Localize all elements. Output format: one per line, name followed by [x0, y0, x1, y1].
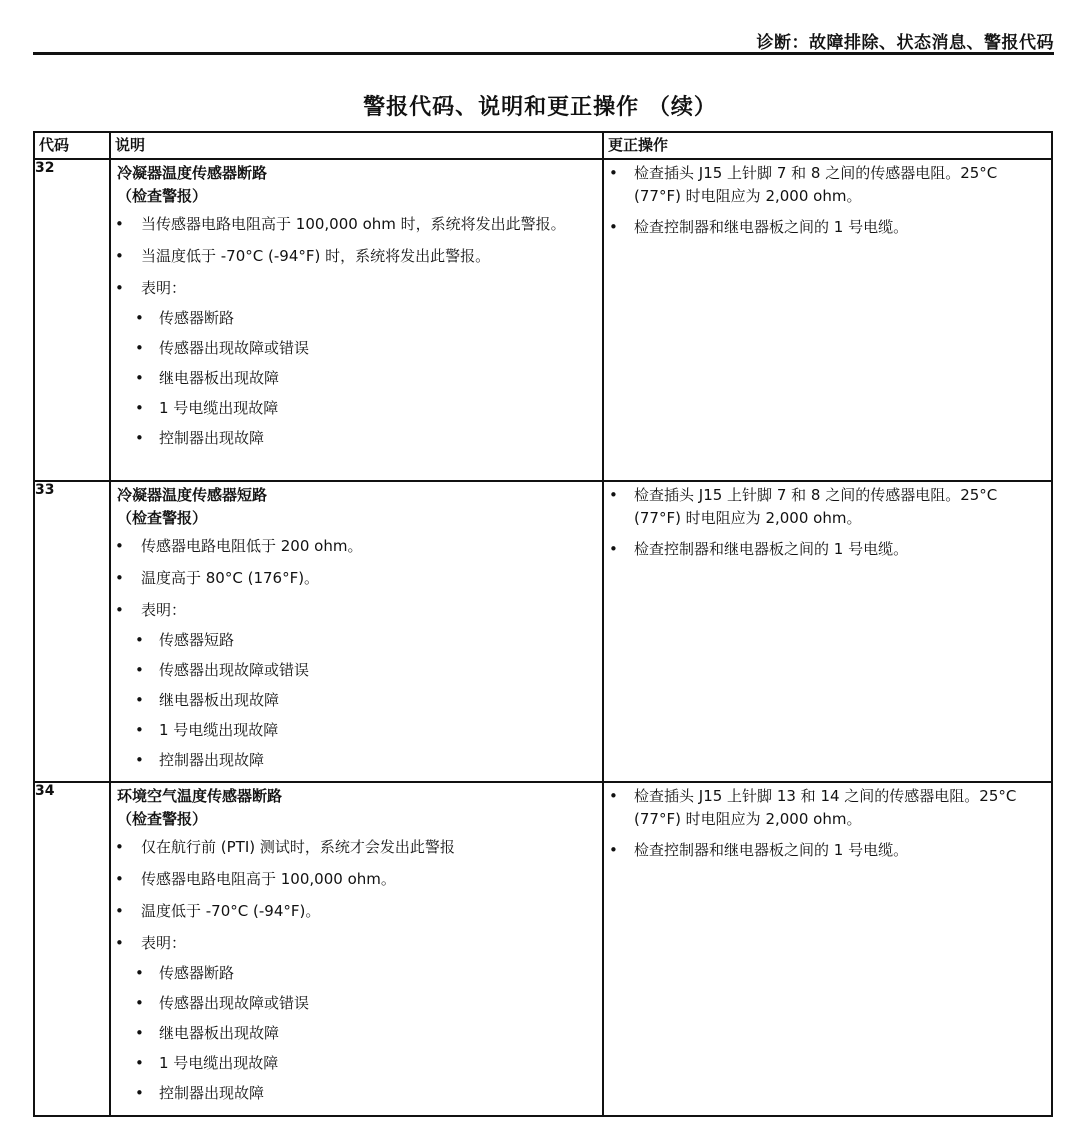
- action-item: • 检查插头 J15 上针脚 7 和 8 之间的传感器电阻。25°C (77°F) 时电阻应为 2,000 ohm。: [609, 164, 998, 205]
- bullet-icon: •: [135, 309, 144, 327]
- alarm-code: 32: [34, 159, 110, 481]
- bullet-icon: •: [115, 537, 124, 555]
- page-header-title: 诊断：故障排除、状态消息、警报代码: [756, 33, 1054, 53]
- list-item: • 当温度低于 -70°C (-94°F) 时，系统将发出此警报。: [111, 245, 602, 268]
- bullet-icon: •: [609, 841, 618, 859]
- sub-list-item: • 1 号电缆出现故障: [111, 397, 602, 420]
- column-header-description: 说明: [110, 132, 603, 159]
- bullet-icon: •: [115, 279, 124, 297]
- bullet-icon: •: [609, 787, 618, 805]
- action-item: • 检查控制器和继电器板之间的 1 号电缆。: [604, 839, 1051, 862]
- action-item: • 检查控制器和继电器板之间的 1 号电缆。: [604, 216, 1051, 239]
- bullet-icon: •: [115, 870, 124, 888]
- alarm-title: 环境空气温度传感器断路: [117, 787, 283, 805]
- alarm-code-table: [33, 131, 1053, 1117]
- list-item: • 传感器电路电阻低于 200 ohm。: [111, 535, 602, 558]
- list-item: • 表明：: [111, 932, 602, 955]
- table-row: [34, 159, 1052, 481]
- action-item: • 检查控制器和继电器板之间的 1 号电缆。: [604, 538, 1051, 561]
- table-row: [34, 782, 1052, 1116]
- header-rule: [33, 52, 1054, 55]
- bullet-icon: •: [135, 1084, 144, 1102]
- bullet-icon: •: [135, 399, 144, 417]
- bullet-icon: •: [135, 691, 144, 709]
- bullet-icon: •: [609, 540, 618, 558]
- sub-list-item: • 继电器板出现故障: [111, 1022, 602, 1045]
- list-item: • 当传感器电路电阻高于 100,000 ohm 时，系统将发出此警报。: [111, 213, 602, 236]
- sub-list-item: • 传感器出现故障或错误: [111, 337, 602, 360]
- alarm-subtitle: （检查警报）: [117, 810, 208, 828]
- bullet-icon: •: [115, 247, 124, 265]
- list-item: • 表明：: [111, 599, 602, 622]
- sub-list-item: • 传感器断路: [111, 962, 602, 985]
- bullet-icon: •: [609, 218, 618, 236]
- bullet-icon: •: [135, 339, 144, 357]
- list-item: • 传感器电路电阻高于 100,000 ohm。: [111, 868, 602, 891]
- action-cell: [603, 481, 1052, 782]
- bullet-icon: •: [115, 934, 124, 952]
- column-header-code: 代码: [34, 132, 110, 159]
- sub-list-item: • 控制器出现故障: [111, 749, 602, 772]
- alarm-title: 冷凝器温度传感器短路: [117, 486, 268, 504]
- bullet-icon: •: [609, 486, 618, 504]
- alarm-title: 冷凝器温度传感器断路: [117, 164, 268, 182]
- alarm-subtitle: （检查警报）: [117, 187, 208, 205]
- table-row: [34, 481, 1052, 782]
- table-header-row: [34, 132, 1052, 159]
- bullet-icon: •: [115, 902, 124, 920]
- bullet-icon: •: [135, 751, 144, 769]
- list-item: • 温度低于 -70°C (-94°F)。: [111, 900, 602, 923]
- bullet-icon: •: [135, 661, 144, 679]
- bullet-icon: •: [115, 601, 124, 619]
- list-item: • 仅在航行前 (PTI) 测试时，系统才会发出此警报: [111, 836, 602, 859]
- sub-list-item: • 传感器出现故障或错误: [111, 659, 602, 682]
- bullet-icon: •: [609, 164, 618, 182]
- alarm-code: 34: [34, 782, 110, 1116]
- sub-list-item: • 控制器出现故障: [111, 427, 602, 450]
- sub-list-item: • 继电器板出现故障: [111, 689, 602, 712]
- alarm-code: 33: [34, 481, 110, 782]
- list-item: • 表明：: [111, 277, 602, 300]
- sub-list-item: • 传感器短路: [111, 629, 602, 652]
- bullet-icon: •: [135, 1054, 144, 1072]
- sub-list-item: • 1 号电缆出现故障: [111, 1052, 602, 1075]
- sub-list-item: • 控制器出现故障: [111, 1082, 602, 1105]
- column-header-action: 更正操作: [603, 132, 1052, 159]
- bullet-icon: •: [135, 429, 144, 447]
- action-item: • 检查插头 J15 上针脚 13 和 14 之间的传感器电阻。25°C (77°F) 时电阻应为 2,000 ohm。: [609, 787, 1017, 828]
- action-cell: [603, 782, 1052, 1116]
- alarm-subtitle: （检查警报）: [117, 509, 208, 527]
- bullet-icon: •: [135, 631, 144, 649]
- description-cell: [110, 481, 603, 782]
- bullet-icon: •: [115, 215, 124, 233]
- description-cell: [110, 782, 603, 1116]
- sub-list-item: • 传感器断路: [111, 307, 602, 330]
- sub-list-item: • 传感器出现故障或错误: [111, 992, 602, 1015]
- bullet-icon: •: [135, 1024, 144, 1042]
- description-cell: [110, 159, 603, 481]
- sub-list-item: • 继电器板出现故障: [111, 367, 602, 390]
- bullet-icon: •: [115, 569, 124, 587]
- bullet-icon: •: [135, 721, 144, 739]
- bullet-icon: •: [135, 994, 144, 1012]
- sub-list-item: • 1 号电缆出现故障: [111, 719, 602, 742]
- bullet-icon: •: [135, 964, 144, 982]
- bullet-icon: •: [115, 838, 124, 856]
- bullet-icon: •: [135, 369, 144, 387]
- list-item: • 温度高于 80°C (176°F)。: [111, 567, 602, 590]
- table-title: 警报代码、说明和更正操作 （续）: [363, 95, 717, 120]
- action-item: • 检查插头 J15 上针脚 7 和 8 之间的传感器电阻。25°C (77°F) 时电阻应为 2,000 ohm。: [609, 486, 998, 527]
- action-cell: [603, 159, 1052, 481]
